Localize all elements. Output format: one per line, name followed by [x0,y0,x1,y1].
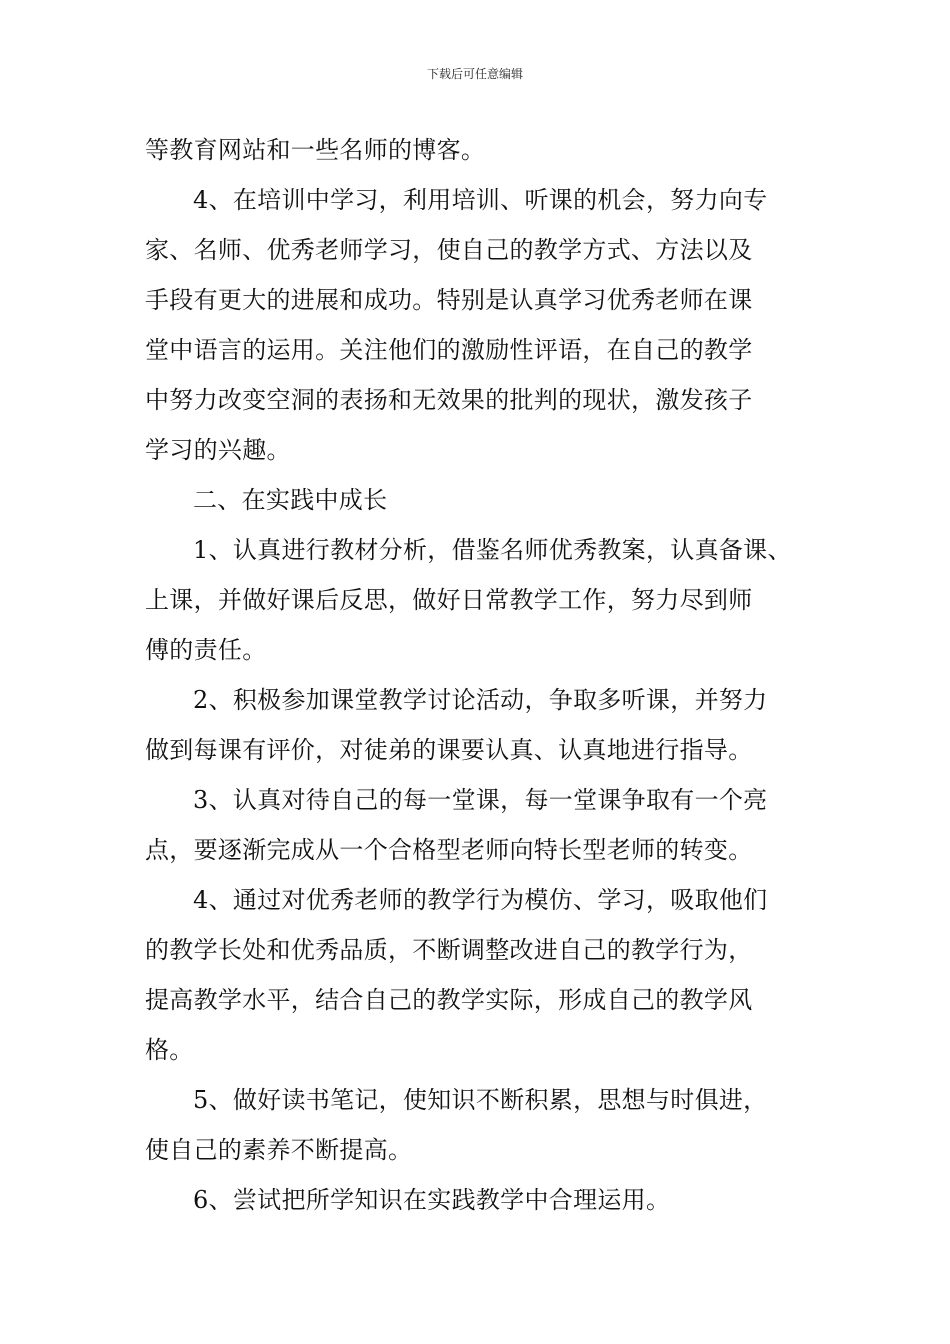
paragraph-item-5-line-1: 5、做好读书笔记，使知识不断积累，思想与时俱进， [193,1086,768,1114]
text-line: 手段有更大的进展和成功。特别是认真学习优秀老师在课 [145,286,753,314]
text-line: 提高教学水平，结合自己的教学实际，形成自己的教学风 [145,986,753,1014]
text-line: 使自己的素养不断提高。 [145,1136,413,1164]
paragraph-item-1-line-1: 1、认真进行教材分析，借鉴名师优秀教案，认真备课、 [193,536,792,564]
text-line: 上课，并做好课后反思，做好日常教学工作，努力尽到师 [145,586,753,614]
document-body [145,125,815,1225]
text-line: 格。 [145,1036,194,1064]
paragraph-item-2-line-1: 2、积极参加课堂教学讨论活动，争取多听课，并努力 [193,686,768,714]
paragraph-item-4-line-1: 4、在培训中学习，利用培训、听课的机会，努力向专 [193,186,768,214]
paragraph-item-3-line-1: 3、认真对待自己的每一堂课，每一堂课争取有一个亮 [193,786,768,814]
text-line: 傅的责任。 [145,636,267,664]
page-header: 下载后可任意编辑 [426,67,523,81]
text-line: 等教育网站和一些名师的博客。 [145,136,486,164]
text-line: 做到每课有评价，对徒弟的课要认真、认真地进行指导。 [145,736,753,764]
paragraph-item-4b-line-1: 4、通过对优秀老师的教学行为模仿、学习，吸取他们 [193,886,768,914]
text-line: 点，要逐渐完成从一个合格型老师向特长型老师的转变。 [145,836,753,864]
text-line: 中努力改变空洞的表扬和无效果的批判的现状，激发孩子 [145,386,753,414]
section-heading: 二、在实践中成长 [193,486,388,514]
text-line: 家、名师、优秀老师学习，使自己的教学方式、方法以及 [145,236,753,264]
text-line: 学习的兴趣。 [145,436,291,464]
text-line: 堂中语言的运用。关注他们的激励性评语，在自己的教学 [145,336,753,364]
text-line: 的教学长处和优秀品质，不断调整改进自己的教学行为， [145,936,753,964]
paragraph-item-6-line-1: 6、尝试把所学知识在实践教学中合理运用。 [193,1186,671,1214]
